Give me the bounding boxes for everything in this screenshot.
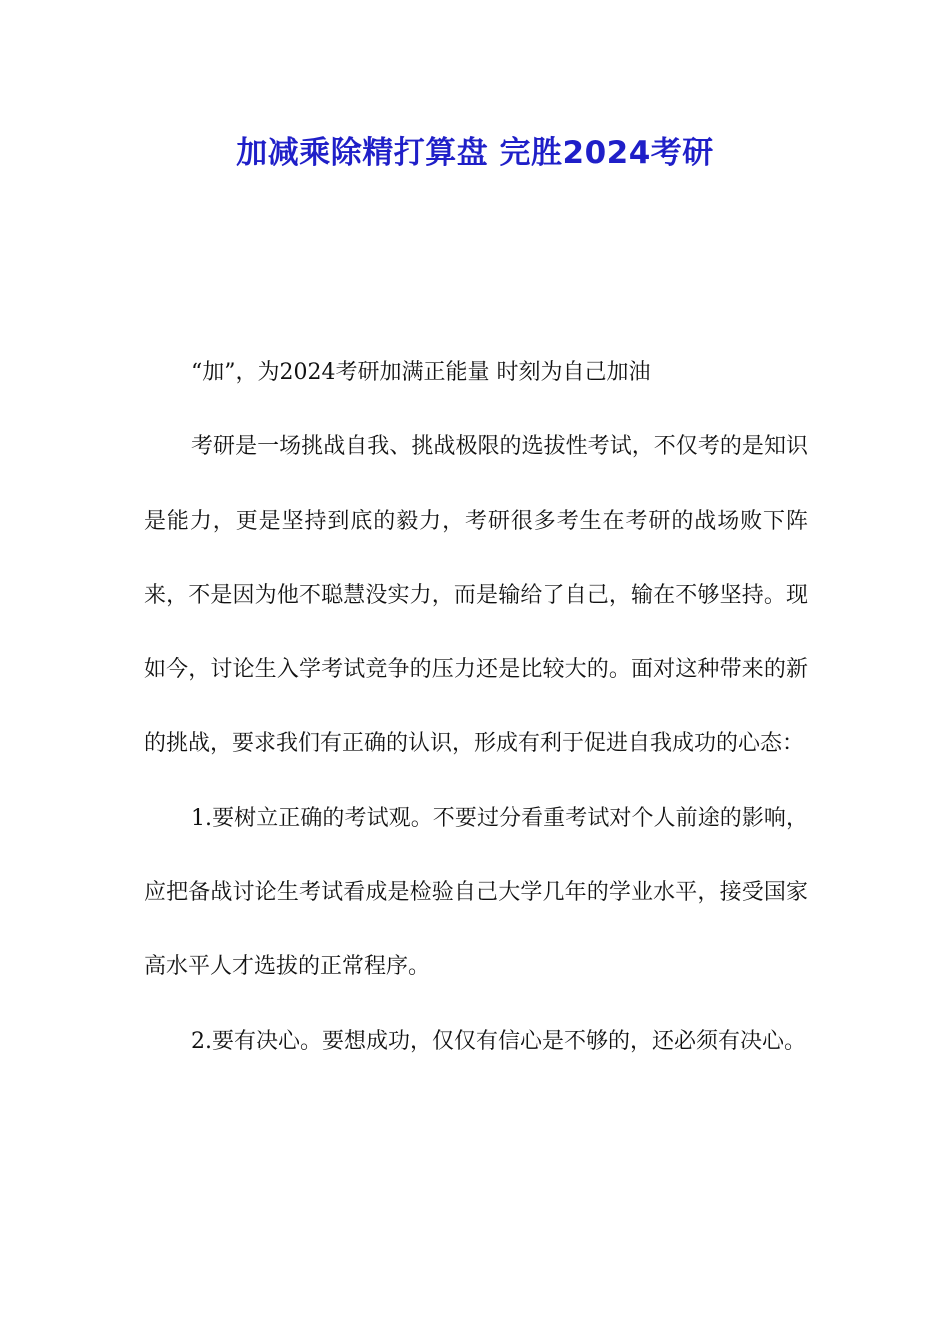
paragraph-intro-heading: “加”，为2024考研加满正能量 时刻为自己加油	[191, 360, 651, 385]
paragraph-point-2: 2.要有决心。要想成功，仅仅有信心是不够的，还必须有决心。	[191, 1028, 806, 1054]
document-title: 加减乘除精打算盘 完胜2024考研	[236, 135, 714, 171]
paragraph-point-1: 1.要树立正确的考试观。不要过分看重考试对个人前途的影响，应把备战讨论生考试看成是检验自己大学几年的学业水平，接受国家高水平人才选拔的正常程序。	[144, 805, 808, 980]
document-body	[144, 336, 808, 1079]
paragraph-exam-challenge: 考研是一场挑战自我、挑战极限的选拔性考试，不仅考的是知识是能力，更是坚持到底的毅力，考研很多考生在考研的战场败下阵来，不是因为他不聪慧没实力，而是输给了自己，输在不够坚持。现如今，讨论生入学考试竞争的压力还是比较大的。面对这种带来的新的挑战，要求我们有正确的认识，形成有利于促进自我成功的心态：	[144, 434, 808, 757]
